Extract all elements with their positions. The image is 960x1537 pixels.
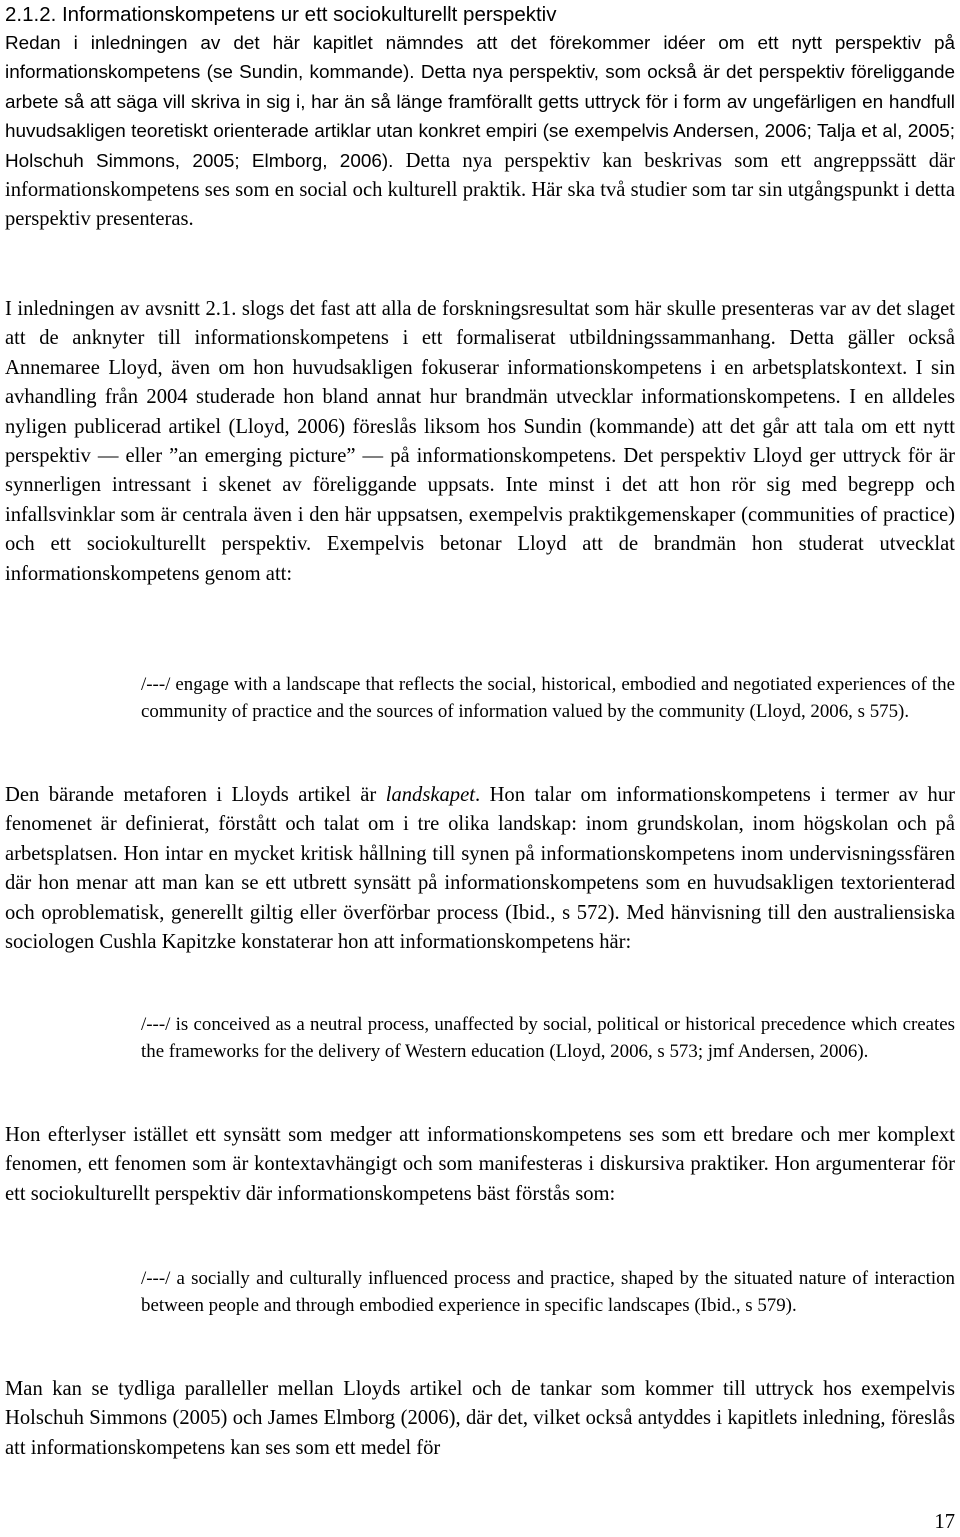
paragraph-intro	[5, 29, 955, 235]
paragraph-intro-sans-text: Redan i inledningen av det här kapitlet nämndes att det förekommer idéer om ett nytt perspektiv på informationskompetens (se Sundin, kommande). Detta nya perspektiv, som också är det perspektiv föreliggande arbete så att säga vill skriva in sig i, har än så länge framförallt getts uttryck för i form av ungefärligen en handfull huvudsakligen teoretiskt orienterade artiklar utan konkret empiri (se exempelvis Andersen, 2006; Talja et al, 2005; Holschuh Simmons, 2005; Elmborg, 2006).	[5, 33, 955, 172]
paragraph-parallels: Man kan se tydliga paralleller mellan Lloyds artikel och de tankar som kommer till uttryck hos exempelvis Holschuh Simmons (2005) och James Elmborg (2006), där det, vilket också antyddes i kapitlets inledning, föreslås att informationskompetens kan ses som ett medel för	[5, 1378, 955, 1459]
emphasized-term: landskapet	[385, 784, 475, 806]
block-quote-social-process: /---/ a socially and culturally influenced process and practice, shaped by the situated nature of interaction between people and through embodied experience in specific landscapes (Ibid., s 579).	[141, 1268, 955, 1316]
block-quote-landscape: /---/ engage with a landscape that reflects the social, historical, embodied and negotiated experiences of the community of practice and the sources of information valued by the community (Lloyd, 2006, s 575).	[141, 674, 955, 722]
paragraph-metaphor-rest: . Hon talar om informationskompetens i termer av hur fenomenet är definierat, förstått och talat om i tre olika landskap: inom grundskolan, inom högskolan och på arbetsplatsen. Hon intar en mycket kritisk hållning till synen på informationskompetens inom undervisningssfären där hon menar att man kan se ett utbrett synsätt på informationskompetens som en huvudsakligen textorienterad och oproblematisk, generellt giltig eller överförbar process (Ibid., s 572). Med hänvisning till den australiensiska sociologen Cushla Kapitzke konstaterar hon att informationskompetens här:	[5, 784, 955, 954]
block-quote-neutral-process: /---/ is conceived as a neutral process, unaffected by social, political or historical precedence which creates the frameworks for the delivery of Western education (Lloyd, 2006, s 573; jmf Andersen, 2006).	[141, 1014, 955, 1062]
page-number: 17	[934, 1511, 955, 1533]
paragraph-sociocultural: Hon efterlyser istället ett synsätt som medger att informationskompetens ses som ett bredare och mer komplext fenomen, ett fenomen som är kontextavhängigt och som manifesteras i diskursiva praktiker. Hon argumenterar för ett sociokulturellt perspektiv där informationskompetens bäst förstås som:	[5, 1124, 955, 1205]
paragraph-lloyd-intro: I inledningen av avsnitt 2.1. slogs det fast att alla de forskningsresultat som här skulle presenteras var av det slaget att de anknyter till informationskompetens i ett formaliserat utbildningssammanhang. Detta gäller också Annemaree Lloyd, även om hon huvudsakligen fokuserar informationskompetens i en arbetsplatskontext. I sin avhandling från 2004 studerade hon bland annat hur brandmän utvecklar informationskompetens. I en alldeles nyligen publicerad artikel (Lloyd, 2006) föreslås liksom hos Sundin (kommande) att det går att tala om ett nytt perspektiv — eller ”an emerging picture” — på informationskompetens. Det perspektiv Lloyd ger uttryck för är synnerligen intressant i skenet av föreliggande uppsats. Inte minst i det att hon rör sig med begrepp och infallsvinklar som är centrala även i den här uppsatsen, exempelvis praktikgemenskaper (communities of practice) och ett sociokulturellt perspektiv. Exempelvis betonar Lloyd att de brandmän hon studerat utvecklat informationskompetens genom att:	[5, 298, 955, 585]
paragraph-landscape-metaphor	[5, 781, 955, 957]
paragraph-metaphor-lead: Den bärande metaforen i Lloyds artikel är	[5, 784, 386, 806]
section-heading: 2.1.2. Informationskompetens ur ett sociokulturellt perspektiv	[5, 3, 557, 26]
paragraph-intro-serif-text: Detta nya perspektiv kan beskrivas som ett angreppssätt där informationskompetens ses som en social och kulturell praktik. Här ska två studier som tar sin utgångspunkt i detta perspektiv presenteras.	[5, 149, 955, 231]
